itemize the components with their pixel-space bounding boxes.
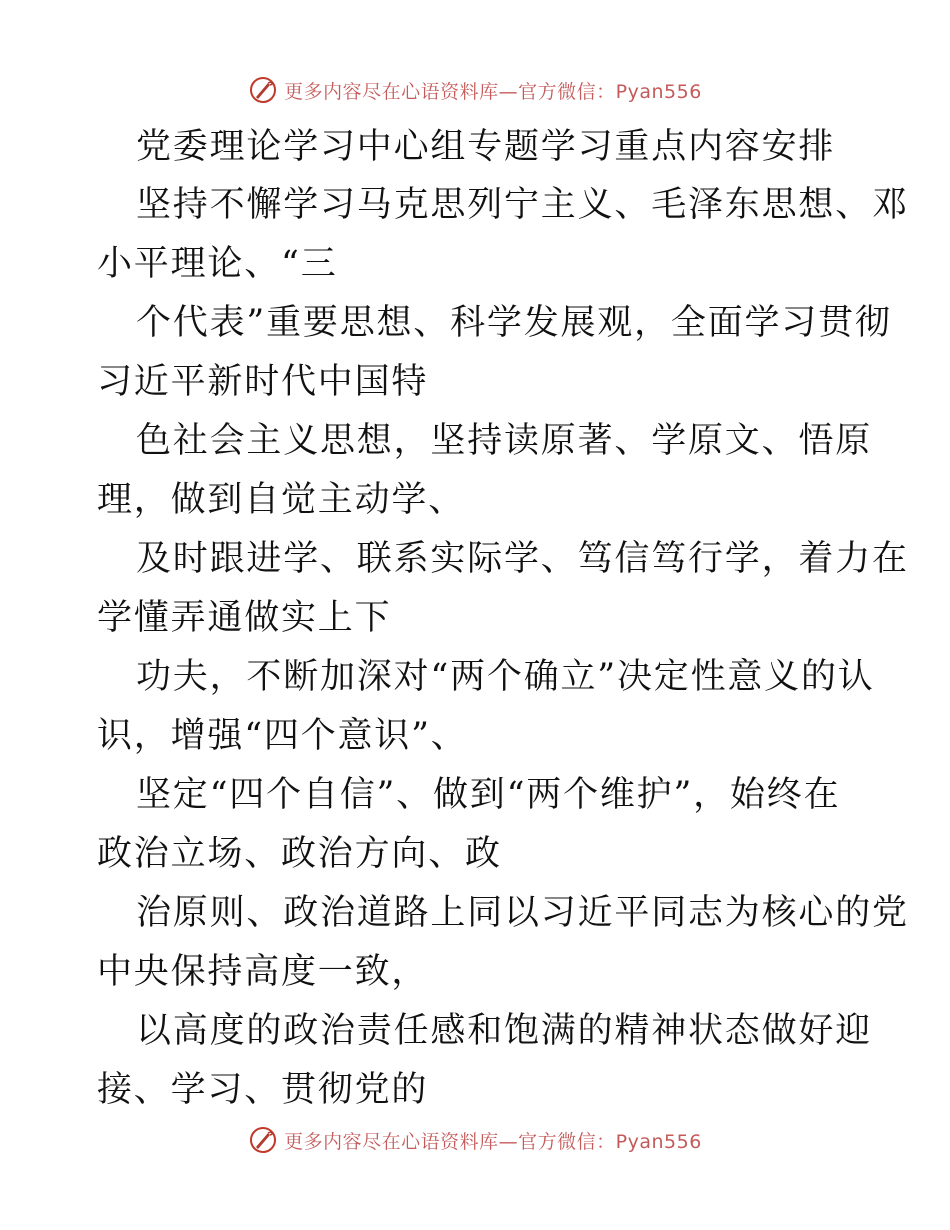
- body-line: 坚定“四个自信”、做到“两个维护”，始终在: [136, 775, 841, 815]
- body-line: 及时跟进学、联系实际学、笃信笃行学，着力在: [136, 539, 909, 579]
- body-line: 坚持不懈学习马克思列宁主义、毛泽东思想、邓: [136, 185, 909, 225]
- body-line: 中央保持高度一致，: [97, 952, 429, 992]
- body-line: 以高度的政治责任感和饱满的精神状态做好迎: [136, 1011, 873, 1051]
- body-line: 功夫，不断加深对“两个确立”决定性意义的认: [136, 657, 875, 697]
- body-line: 学懂弄通做实上下: [97, 598, 392, 638]
- quill-logo-icon: [248, 1125, 278, 1155]
- footer-banner-text: 更多内容尽在心语资料库—官方微信：Pyan556: [284, 1130, 702, 1153]
- body-line: 个代表”重要思想、科学发展观，全面学习贯彻: [136, 303, 892, 343]
- document-title: 党委理论学习中心组专题学习重点内容安排: [136, 127, 836, 167]
- body-line: 政治立场、政治方向、政: [97, 834, 502, 874]
- body-line: 色社会主义思想，坚持读原著、学原文、悟原: [136, 421, 873, 461]
- header-banner: [0, 70, 950, 110]
- header-banner-text: 更多内容尽在心语资料库—官方微信：Pyan556: [284, 80, 702, 103]
- body-line: 小平理论、“三: [97, 244, 338, 284]
- body-line: 接、学习、贯彻党的: [97, 1070, 429, 1110]
- body-line: 识，增强“四个意识”、: [97, 716, 468, 756]
- quill-logo-icon: [248, 75, 278, 105]
- body-line: 习近平新时代中国特: [97, 362, 429, 402]
- body-line: 治原则、政治道路上同以习近平同志为核心的党: [136, 893, 909, 933]
- body-line: 理，做到自觉主动学、: [97, 480, 466, 520]
- footer-banner: [0, 1120, 950, 1160]
